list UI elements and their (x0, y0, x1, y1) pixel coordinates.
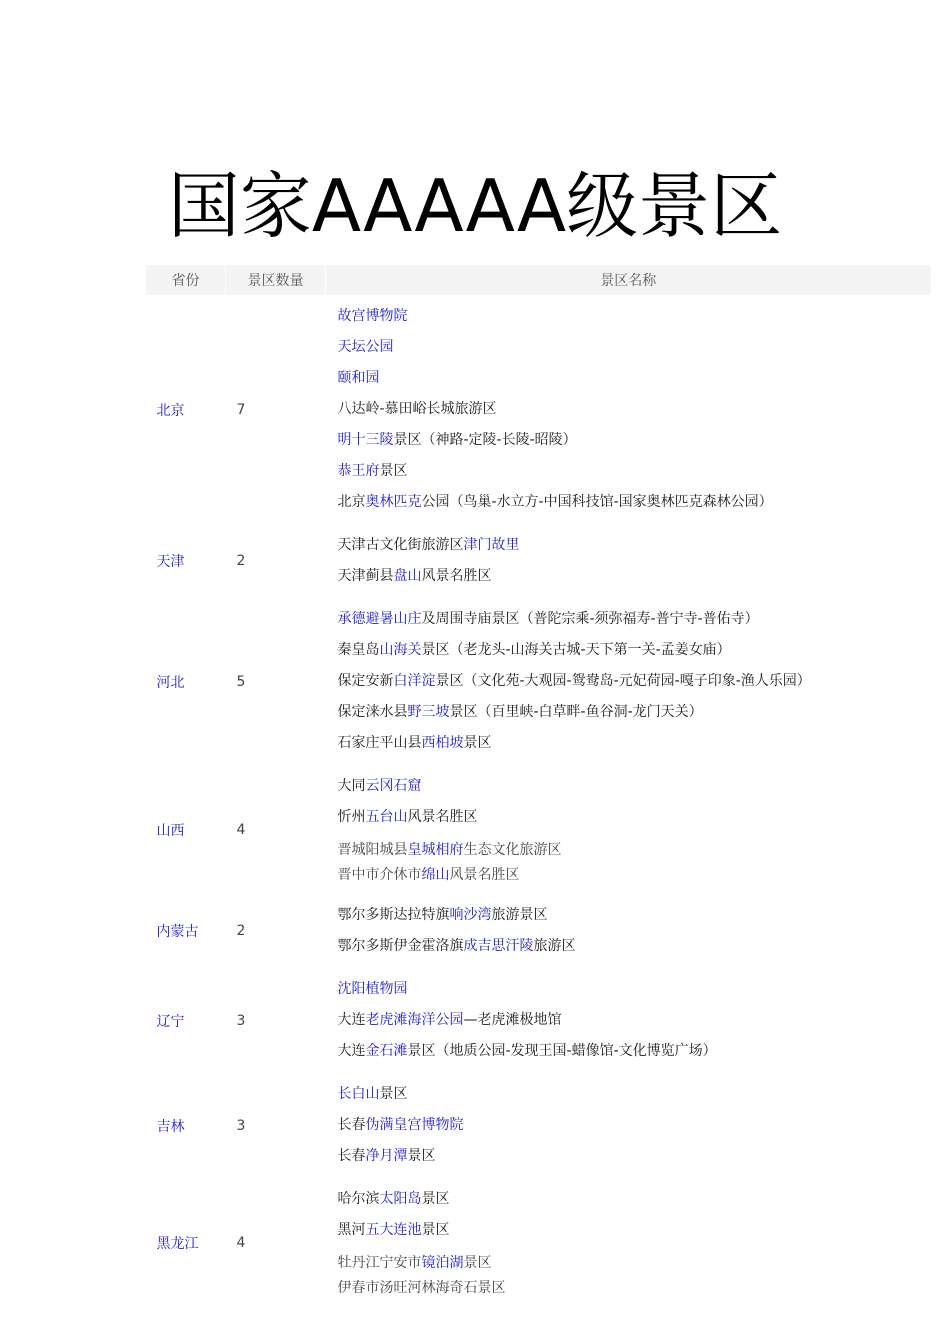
table-header-row (146, 265, 931, 295)
province-cell (146, 598, 226, 765)
header-count: 景区数量 (226, 265, 326, 295)
table-row (146, 894, 931, 968)
province-cell (146, 1178, 226, 1307)
scenic-area-link[interactable]: 承德避暑山庄 (337, 611, 422, 627)
scenic-area-item (338, 394, 931, 425)
scenic-area-item (338, 561, 931, 592)
scenic-area-item (338, 697, 931, 728)
scenic-area-text: 天津古文化街旅游区 (337, 537, 464, 553)
table-row (146, 765, 931, 894)
page-title: 国家AAAAA级景区 (167, 164, 783, 248)
scenic-area-text: —老虎滩极地馆 (463, 1012, 562, 1028)
scenic-area-table (145, 265, 931, 1307)
province-link[interactable]: 辽宁 (156, 1013, 185, 1030)
scenic-area-item (338, 604, 931, 635)
scenic-area-item (338, 900, 931, 931)
scenic-area-text: 八达岭-慕田峪长城旅游区 (337, 401, 497, 417)
scenic-area-item (338, 771, 931, 802)
scenic-names-cell (326, 894, 931, 968)
scenic-area-text: 风景名胜区 (449, 867, 520, 883)
province-link[interactable]: 吉林 (156, 1118, 185, 1135)
scenic-area-item (338, 666, 931, 697)
header-province: 省份 (146, 265, 226, 295)
scenic-area-text: 保定涞水县 (337, 704, 408, 720)
scenic-area-link[interactable]: 盘山 (393, 568, 422, 584)
scenic-area-link[interactable]: 净月潭 (365, 1148, 408, 1164)
scenic-area-link[interactable]: 明十三陵 (337, 432, 394, 448)
scenic-area-item (338, 332, 931, 363)
scenic-area-text: 鄂尔多斯达拉特旗 (337, 907, 450, 923)
scenic-area-item (338, 1184, 931, 1215)
scenic-area-item (338, 1276, 931, 1301)
scenic-area-link[interactable]: 野三坡 (407, 704, 450, 720)
table-body (146, 295, 931, 1307)
scenic-area-link[interactable]: 成吉思汗陵 (463, 938, 534, 954)
scenic-area-text: 鄂尔多斯伊金霍洛旗 (337, 938, 464, 954)
scenic-area-link[interactable]: 恭王府 (337, 463, 380, 479)
scenic-names-cell (326, 524, 931, 598)
scenic-area-link[interactable]: 皇城相府 (407, 842, 464, 858)
table-row (146, 968, 931, 1073)
province-link[interactable]: 河北 (156, 674, 185, 691)
scenic-area-link[interactable]: 奥林匹克 (365, 494, 422, 510)
scenic-area-item (338, 487, 931, 518)
scenic-area-text: 大连 (337, 1043, 366, 1059)
table-row (146, 1073, 931, 1178)
scenic-area-item (338, 425, 931, 456)
header-scenic-names: 景区名称 (326, 265, 931, 295)
scenic-area-item (338, 1036, 931, 1067)
scenic-area-text: 景区（地质公园-发现王国-蜡像馆-文化博览广场） (407, 1043, 717, 1059)
count-cell: 5 (236, 673, 246, 690)
scenic-area-item (338, 1079, 931, 1110)
count-cell: 3 (236, 1117, 246, 1134)
province-link[interactable]: 内蒙古 (156, 924, 199, 940)
scenic-area-link[interactable]: 西柏坡 (421, 735, 464, 751)
scenic-area-item (338, 456, 931, 487)
scenic-area-text: 保定安新 (337, 673, 394, 689)
scenic-area-text: 风景名胜区 (421, 568, 492, 584)
scenic-area-item (338, 974, 931, 1005)
scenic-area-link[interactable]: 长白山 (337, 1086, 380, 1102)
count-cell: 2 (236, 923, 246, 939)
scenic-names-cell (326, 598, 931, 765)
scenic-area-item (338, 1110, 931, 1141)
scenic-area-item (338, 802, 931, 833)
scenic-area-item (338, 1251, 931, 1276)
province-cell (146, 524, 226, 598)
scenic-names-cell (326, 765, 931, 894)
scenic-area-text: 景区 (421, 1222, 450, 1238)
scenic-area-text: 黑河 (337, 1222, 366, 1238)
province-cell (146, 968, 226, 1073)
scenic-area-link[interactable]: 白洋淀 (393, 673, 436, 689)
count-cell: 3 (236, 1012, 246, 1029)
scenic-area-link[interactable]: 五大连池 (365, 1222, 422, 1238)
table-row (146, 598, 931, 765)
scenic-area-link[interactable]: 沈阳植物园 (337, 981, 408, 997)
count-cell: 7 (236, 401, 246, 418)
scenic-area-item (338, 635, 931, 666)
scenic-area-text: 伊春市汤旺河林海奇石景区 (337, 1280, 506, 1296)
scenic-area-link[interactable]: 镜泊湖 (421, 1255, 464, 1271)
scenic-area-text: 生态文化旅游区 (463, 842, 562, 858)
scenic-area-text: 景区（百里峡-白草畔-鱼谷洞-龙门天关） (449, 704, 703, 720)
scenic-area-text: 天津蓟县 (337, 568, 394, 584)
scenic-area-link[interactable]: 津门故里 (463, 537, 520, 553)
scenic-names-cell (326, 295, 931, 524)
scenic-area-text: 大连 (337, 1012, 366, 1028)
province-cell (146, 894, 226, 968)
scenic-area-link[interactable]: 故宫博物院 (337, 308, 408, 324)
table-row (146, 524, 931, 598)
scenic-area-item (338, 1215, 931, 1246)
scenic-area-text: 晋城阳城县 (337, 842, 408, 858)
scenic-area-link[interactable]: 老虎滩海洋公园 (365, 1012, 464, 1028)
count-cell: 4 (236, 1234, 246, 1251)
scenic-area-link[interactable]: 颐和园 (337, 370, 380, 386)
scenic-area-text: 及周围寺庙景区（普陀宗乘-须弥福寿-普宁寺-普佑寺） (421, 611, 759, 627)
scenic-area-text: 风景名胜区 (407, 809, 478, 825)
scenic-area-text: 长春 (337, 1148, 366, 1164)
scenic-area-link[interactable]: 天坛公园 (337, 339, 394, 355)
scenic-area-item (338, 931, 931, 962)
scenic-area-text: 石家庄平山县 (337, 735, 422, 751)
scenic-area-link[interactable]: 云冈石窟 (365, 778, 422, 794)
scenic-area-item (338, 863, 931, 888)
scenic-names-cell (326, 968, 931, 1073)
scenic-area-text: 景区（老龙头-山海关古城-天下第一关-孟姜女庙） (421, 642, 731, 658)
scenic-area-text: 大同 (337, 778, 366, 794)
province-link[interactable]: 天津 (156, 554, 185, 570)
scenic-names-cell (326, 1178, 931, 1307)
scenic-area-text: 景区 (463, 1255, 492, 1271)
scenic-area-text: 晋中市介休市 (337, 867, 422, 883)
scenic-area-link[interactable]: 五台山 (365, 809, 408, 825)
count-cell: 4 (236, 821, 246, 838)
scenic-area-text: 景区 (463, 735, 492, 751)
scenic-area-text: 哈尔滨 (337, 1191, 380, 1207)
scenic-area-text: 景区 (421, 1191, 450, 1207)
scenic-area-link[interactable]: 太阳岛 (379, 1191, 422, 1207)
scenic-area-text: 景区（神路-定陵-长陵-昭陵） (393, 432, 577, 448)
scenic-names-cell (326, 1073, 931, 1178)
scenic-area-text: 忻州 (337, 809, 366, 825)
scenic-area-text: 长春 (337, 1117, 366, 1133)
scenic-area-item (338, 363, 931, 394)
scenic-area-item (338, 728, 931, 759)
scenic-area-text: 公园（鸟巢-水立方-中国科技馆-国家奥林匹克森林公园） (421, 494, 773, 510)
scenic-area-text: 北京 (337, 494, 366, 510)
scenic-area-link[interactable]: 山海关 (379, 642, 422, 658)
scenic-area-link[interactable]: 响沙湾 (449, 907, 492, 923)
scenic-area-item (338, 1141, 931, 1172)
scenic-area-link[interactable]: 金石滩 (365, 1043, 408, 1059)
scenic-area-item (338, 838, 931, 863)
scenic-area-text: 旅游景区 (491, 907, 548, 923)
scenic-area-link[interactable]: 绵山 (421, 867, 450, 883)
scenic-area-text: 景区 (379, 1086, 408, 1102)
province-cell (146, 765, 226, 894)
scenic-area-text: 景区（文化苑-大观园-鸳鸯岛-元妃荷园-嘎子印象-渔人乐园） (435, 673, 811, 689)
province-link[interactable]: 黑龙江 (156, 1235, 199, 1252)
scenic-area-item (338, 301, 931, 332)
province-cell (146, 1073, 226, 1178)
province-link[interactable]: 北京 (156, 402, 185, 419)
table-row (146, 295, 931, 524)
province-cell (146, 295, 226, 524)
scenic-area-item (338, 1005, 931, 1036)
scenic-area-text: 秦皇岛 (337, 642, 380, 658)
scenic-area-text: 旅游区 (533, 938, 576, 954)
scenic-area-link[interactable]: 伪满皇宫博物院 (365, 1117, 464, 1133)
scenic-area-text: 景区 (407, 1148, 436, 1164)
province-link[interactable]: 山西 (156, 822, 185, 839)
scenic-area-text: 牡丹江宁安市 (337, 1255, 422, 1271)
scenic-area-text: 景区 (379, 463, 408, 479)
count-cell: 2 (236, 553, 246, 569)
table-row (146, 1178, 931, 1307)
scenic-area-item (338, 530, 931, 561)
